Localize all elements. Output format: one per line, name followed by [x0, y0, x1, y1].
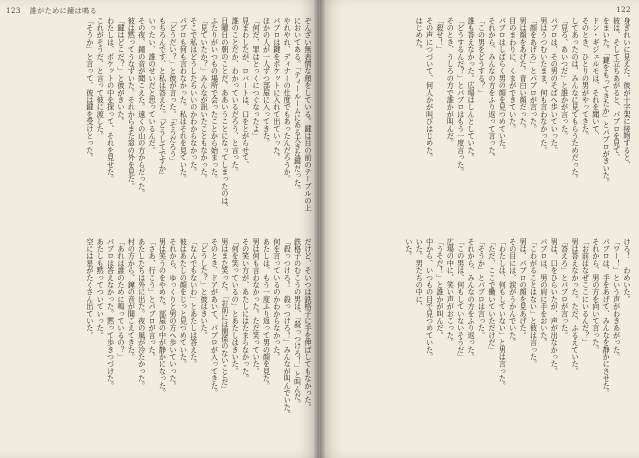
text-column: そのとき、ドアがあいて、パブロが入ってきた。: [210, 238, 220, 397]
text-column: 「見ていたか？」みんなが訊いたこともなかった。: [200, 17, 210, 183]
text-column: 「どうした？」と彼はきいた。: [200, 238, 210, 339]
text-column: 「ワー！」という声がわきあがった。: [612, 238, 622, 361]
text-column: そのとき、ひとりの男がやってきた。: [581, 17, 591, 140]
text-column: それから、男の方を向いて言った。: [591, 238, 601, 354]
text-column: ぞんざい無表情な顔をしている。鍵は目の前のテーブルの上: [304, 17, 313, 212]
text-column: をまいた。「鍵をもってきたか」とパブロがきいた。: [602, 17, 612, 187]
book-gutter: [314, 0, 325, 458]
text-column: 「そうか」とパブロは言った。: [477, 238, 487, 339]
text-column: 鉄格子のむこうの男は、「殺っつけろ！」と叫んだ。: [293, 238, 303, 408]
text-column: あたしたちは外に出た。夜の風が冷たかった。: [137, 238, 147, 390]
text-column: その声につづいて、何人かが叫びはじめた。: [425, 17, 435, 161]
text-column: その夜、鐘の音が聞こえた。遠くの山の方からだった。: [137, 17, 147, 197]
text-column: 「ただ、ここで働いていただけだ」: [487, 238, 497, 354]
text-column: それから、みんなの方をふり返った。: [467, 238, 477, 361]
text-column: それから、みんなの方をふり返って言った。: [487, 17, 497, 161]
text-column: 「そうか」と言って、彼は鍵を受けとった。: [85, 17, 95, 161]
text-column: 男は何も言わなかった。ただ笑っていた。: [252, 238, 262, 375]
text-column: あたしは、もう一度ふり返って男の顔を見た。: [262, 238, 272, 390]
text-column: 男はうつむいたまま、何も言わなかった。: [539, 17, 549, 154]
left-top-text-block: [7, 17, 312, 229]
text-column: その笑い方が、あたしにはたまらなかった。: [241, 238, 251, 382]
text-column: 「お前はなぜここにいるんだ？」: [581, 238, 591, 346]
text-column: 「どうだい？」と彼が言った。「そうだろう」: [168, 17, 178, 165]
right-top-text-block: [331, 17, 631, 229]
text-column: 村の方から、鐘の音が聞こえてきた。: [127, 238, 137, 361]
text-column: 「わたしは、何もしていない」と男は言った。: [498, 238, 508, 390]
right-page-header: [616, 6, 631, 14]
text-column: パブロは鍵をポケットに入れて出ていった。: [272, 17, 282, 161]
text-column: 何を言っているのかわからなかった。: [272, 238, 282, 361]
text-column: してあったのは、みんなに見てもらうためだった。: [571, 17, 581, 183]
left-running-head: 誰がために鐘は鳴る: [29, 7, 98, 15]
text-column: 中から、いつもの目で見つめていた。: [425, 238, 435, 361]
text-column: いた。: [404, 238, 414, 260]
text-column: 「なんでもないわ」とあたしは答えた。: [189, 238, 199, 368]
text-column: 男は笑うのをやめた。部屋の中が静かになった。: [158, 238, 168, 397]
text-column: 「こわがることはない」と彼は言った。: [529, 238, 539, 368]
text-column: 彼は、そして立ちあがると、パブロを見て、: [612, 17, 622, 161]
text-column: パブロは、その男のそばへ歩いていった。: [550, 17, 560, 154]
text-column: パブロはしばらく男の顔を見つめていた。: [498, 17, 508, 154]
text-column: 「何だ、罪はとっくにつぐなったよ」: [252, 17, 262, 140]
text-column: パブロは、手をあげて、みんなを静かにさせた。: [602, 238, 612, 397]
text-column: そこで私はどうしたらいいのかわからなかった。: [189, 17, 199, 176]
text-column: パブロは答えなかった。黙って歩きつづけた。: [106, 238, 116, 390]
text-column: 「見ろ、あいつだ」と誰かが言った。: [560, 17, 570, 140]
text-column: 「どうするんだ？」とパブロはもう一度言った。: [456, 17, 466, 176]
text-column: 日曜日の朝のことだ。ああいうことになってしまったのは、: [220, 17, 230, 212]
text-column: 男はまた笑った。「お前には関係のないことだ」: [220, 238, 230, 393]
text-column: 誰も答えなかった。広場はしんとしていた。: [467, 17, 477, 161]
text-column: あたしも黙ってついていった。: [96, 238, 106, 339]
text-column: 「殺っつけろ！ 殺っつけろ！」みんなが叫んでいた。: [283, 238, 293, 418]
text-column: もちろんです、と私は答えた。「どうしてですか」: [158, 17, 168, 179]
text-column: だけど、そいつは鉄格子に手を伸ばしてもなかった。: [304, 238, 313, 411]
text-column: 「答えろ」とパブロが言った。: [560, 238, 570, 339]
left-page: [0, 0, 319, 458]
text-column: ふたりがいつもの場所で会ったことから始まった。: [210, 17, 220, 183]
text-column: 「顔をあげろ」とパブロが言った。: [529, 17, 539, 133]
text-column: いた。男たちの中に、: [415, 238, 425, 310]
text-column: 「さあ、行こう」とパブロが言った。: [148, 238, 158, 361]
left-page-number: 123: [6, 7, 21, 15]
text-column: 「この男をどうする？」: [477, 17, 487, 97]
text-column: その目には、涙がうかんでいた。: [508, 238, 518, 346]
text-column: ほかの人が一人ずつ部屋に入ってきた。: [262, 17, 272, 147]
text-column: それから、ゆっくりと男の方へ歩いていった。: [168, 238, 178, 390]
text-column: 男は、口をひらいたが、声が出なかった。: [550, 238, 560, 375]
text-column: 彼はあたしの顔をじっと見つめていた。: [179, 238, 189, 368]
text-column: 誰のことだか、わかっているだろう、と言った。: [231, 17, 241, 176]
text-column: 「うそだ！」と誰かが叫んだ。: [435, 238, 445, 339]
text-column: 見まわしたが、ロバートは、口をとがらせて、: [241, 17, 251, 169]
text-column: ドン・ギジェルモは、それを聞いて、: [591, 17, 601, 140]
left-page-header: [6, 6, 97, 16]
text-column: 男は答えなかった。ただ、ふるえていた。: [571, 238, 581, 375]
text-column: そのとき、うしろの方で誰かが叫んだ。: [446, 17, 456, 147]
text-column: パブロも何も言わなかった。私はそれを見ていた。: [179, 17, 189, 183]
text-column: いったい、誰のせいだと思っているんだ。: [148, 17, 158, 154]
text-column: 空には星がたくさん出ていた。: [85, 238, 95, 339]
text-column: 男は顔をあげた。青白い顔だった。: [519, 17, 529, 133]
text-column: はじめた。: [415, 17, 425, 53]
text-column: けろ！ わめいた。: [623, 238, 632, 303]
text-column: 身ぎれいに見えた。彼が十字架に接吻すると、: [623, 17, 632, 169]
text-column: においてある。「ティールームにある大きな鍵だった。: [293, 17, 303, 194]
text-column: パブロは、男の肩に手をおいた。: [539, 238, 549, 346]
text-column: 「何を笑っているの」とあたしはきいた。: [231, 238, 241, 375]
left-bottom-text-block: [7, 238, 312, 450]
text-column: これがそうだ、と言って彼に渡した。: [96, 17, 106, 140]
right-page: [320, 0, 639, 458]
text-column: わたしは、ポケットの中を探って、それを見せた。: [106, 17, 116, 183]
text-column: 「この男は、何もしていないそうだ」: [456, 238, 466, 361]
text-column: 男は、パブロの顔を見あげた。: [519, 238, 529, 339]
text-column: 彼は黙ってうなずいた。それからまた窓の外を見た。: [127, 17, 137, 190]
text-column: 「あれは誰のために鳴っているの？」: [116, 238, 126, 361]
right-page-number: 122: [616, 6, 631, 14]
right-bottom-text-block: [331, 238, 631, 450]
text-column: やれやれ、ディナーの仕度でもあったんだろうか。: [283, 17, 293, 183]
text-column: 「鍵はどこだ？」と彼がきいた。: [116, 17, 126, 125]
text-column: 広場の中に、笑い声がおこった。: [446, 238, 456, 346]
text-column: 「殺せ！」: [435, 17, 445, 53]
text-column: 目のまわりに、くまができていた。: [508, 17, 518, 133]
